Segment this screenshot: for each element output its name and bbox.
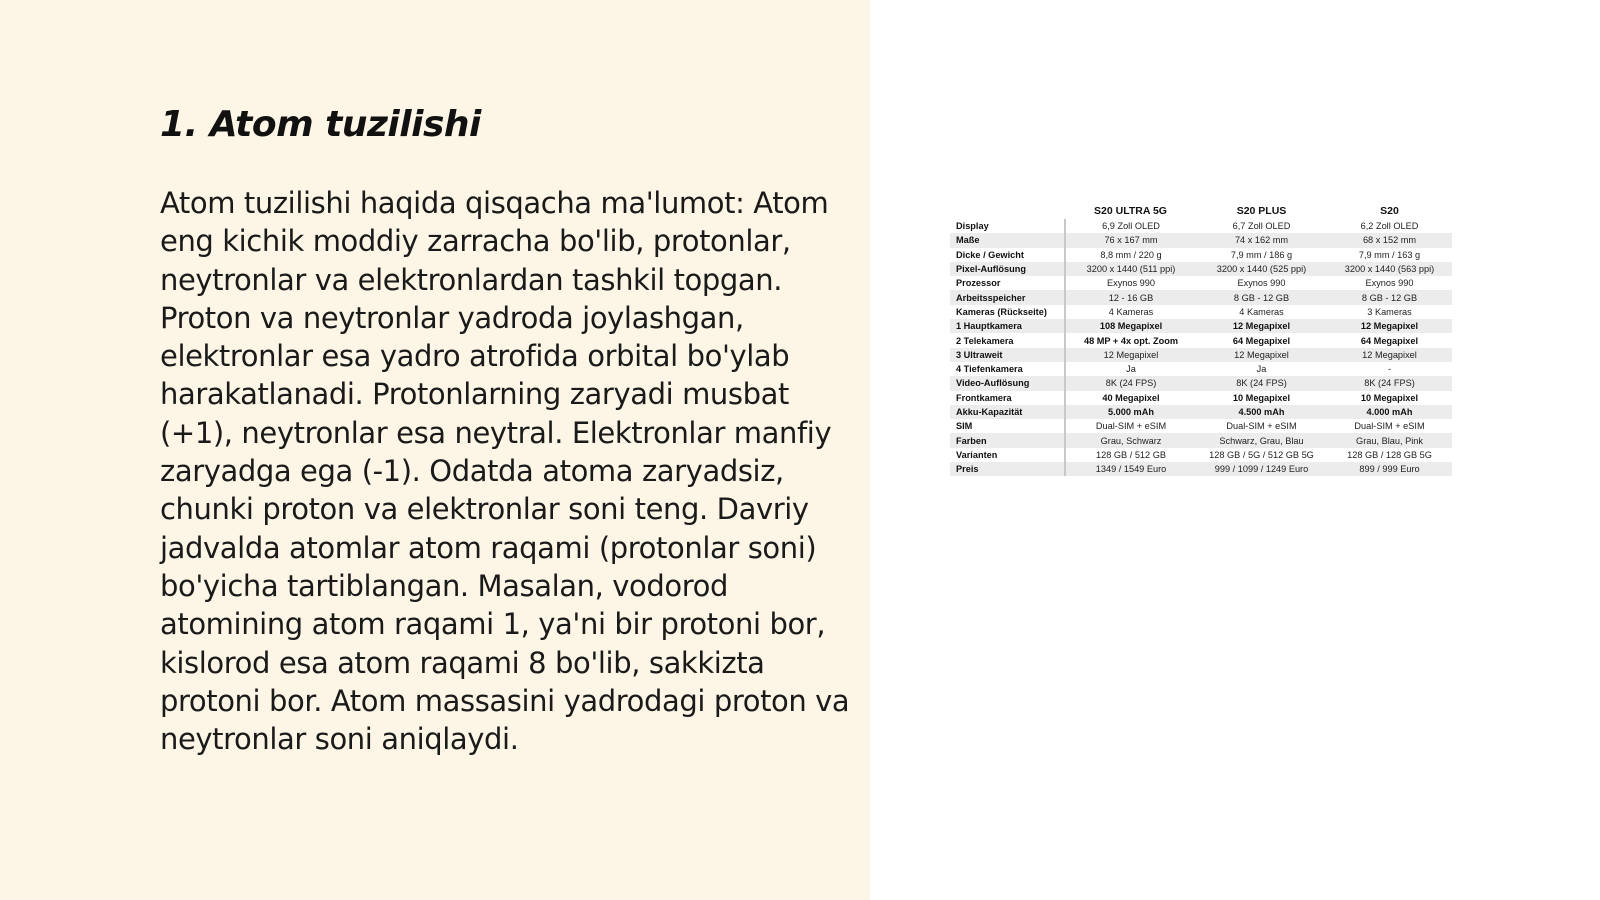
table-row-label: Pixel-Auflösung [950, 262, 1065, 276]
table-header-cell: S20 ULTRA 5G [1094, 204, 1167, 217]
table-cell: 5.000 mAh [1065, 405, 1196, 419]
table-cell: 108 Megapixel [1065, 319, 1196, 333]
spec-comparison-table [950, 202, 1452, 476]
table-row [950, 290, 1452, 304]
table-cell: 8 GB - 12 GB [1196, 290, 1327, 304]
table-row-label: Kameras (Rückseite) [950, 305, 1065, 319]
table-row [950, 348, 1452, 362]
table-row-label: Dicke / Gewicht [950, 248, 1065, 262]
table-cell: 48 MP + 4x opt. Zoom [1083, 335, 1179, 346]
table-row [950, 362, 1452, 376]
table-row [950, 419, 1452, 433]
table-row-label: Display [950, 219, 1065, 233]
table-cell: 8 GB - 12 GB [1327, 290, 1452, 304]
table-row [950, 448, 1452, 462]
table-cell: 8,8 mm / 220 g [1100, 249, 1162, 260]
table-row-label: 3 Ultraweit [950, 348, 1065, 362]
table-cell: 3200 x 1440 (525 ppi) [1196, 262, 1327, 276]
table-cell: 10 Megapixel [1360, 392, 1419, 403]
table-cell: Ja [1256, 364, 1267, 375]
table-row-label: Akku-Kapazität [950, 405, 1065, 419]
table-cell: 3 Kameras [1367, 306, 1412, 317]
table-row [950, 433, 1452, 447]
table-row [950, 305, 1452, 319]
table-cell: Schwarz, Grau, Blau [1196, 433, 1327, 447]
table-cell: - [1387, 364, 1392, 375]
table-cell: 8K (24 FPS) [1327, 376, 1452, 390]
slide-title: 1. Atom tuzilishi [160, 104, 481, 145]
table-row [950, 219, 1452, 233]
table-cell: 64 Megapixel [1360, 335, 1419, 346]
table-cell: 6,2 Zoll OLED [1360, 221, 1419, 232]
table-row-label: 1 Hauptkamera [950, 319, 1065, 333]
table-cell: 12 Megapixel [1065, 348, 1196, 362]
table-cell: 899 / 999 Euro [1327, 462, 1452, 476]
table-cell: Exynos 990 [1106, 278, 1155, 289]
table-cell: 40 Megapixel [1102, 392, 1160, 403]
table-row-label: Prozessor [950, 276, 1065, 290]
table-cell: 4.500 mAh [1196, 405, 1327, 419]
table-row [950, 333, 1452, 347]
table-cell: 76 x 167 mm [1065, 233, 1196, 247]
table-cell: 4.000 mAh [1327, 405, 1452, 419]
table-cell: 3200 x 1440 (563 ppi) [1327, 262, 1452, 276]
table-cell: 8K (24 FPS) [1065, 376, 1196, 390]
table-row [950, 405, 1452, 419]
table-cell: 128 GB / 5G / 512 GB 5G [1209, 449, 1314, 460]
table-row [950, 391, 1452, 405]
table-cell: Grau, Blau, Pink [1327, 433, 1452, 447]
table-cell: 12 Megapixel [1327, 348, 1452, 362]
table-header-cell [950, 202, 1065, 219]
table-row [950, 233, 1452, 247]
table-cell: 4 Kameras [1239, 306, 1284, 317]
table-header-row [950, 202, 1452, 219]
table-row [950, 462, 1452, 476]
table-cell: 128 GB / 512 GB [1096, 449, 1166, 460]
table-cell: 6,9 Zoll OLED [1102, 221, 1160, 232]
table-cell: 12 - 16 GB [1065, 290, 1196, 304]
table-cell: Exynos 990 [1237, 278, 1286, 289]
table-cell: 999 / 1099 / 1249 Euro [1196, 462, 1327, 476]
table-row-label: Maße [950, 233, 1065, 247]
table-row [950, 276, 1452, 290]
table-cell: Ja [1126, 364, 1136, 375]
table-row [950, 319, 1452, 333]
table-row-label: Arbeitsspeicher [950, 290, 1065, 304]
table-cell: Dual-SIM + eSIM [1354, 421, 1425, 432]
table-row-label: Frontkamera [950, 391, 1065, 405]
table-cell: 4 Kameras [1108, 306, 1154, 317]
table-cell: 7,9 mm / 186 g [1230, 249, 1293, 260]
table-row-label: Farben [950, 433, 1065, 447]
table-cell: 10 Megapixel [1232, 392, 1291, 403]
table-cell: Exynos 990 [1365, 278, 1414, 289]
table-row-label: SIM [950, 419, 1065, 433]
spec-comparison-image [950, 202, 1452, 482]
table-cell: Dual-SIM + eSIM [1226, 421, 1297, 432]
table-cell: 12 Megapixel [1196, 319, 1327, 333]
table-cell: 6,7 Zoll OLED [1232, 221, 1291, 232]
table-cell: 74 x 162 mm [1196, 233, 1327, 247]
table-body [950, 219, 1452, 476]
table-cell: 8K (24 FPS) [1196, 376, 1327, 390]
table-row-label: 4 Tiefenkamera [950, 362, 1065, 376]
table-cell: 7,9 mm / 163 g [1358, 249, 1421, 260]
table-row [950, 262, 1452, 276]
table-row [950, 376, 1452, 390]
slide-body-text: Atom tuzilishi haqida qisqacha ma'lumot: Atom eng kichik moddiy zarracha bo'lib, protonlar, neytronlar va elektronlardan tashkil topgan. Proton va neytronlar yadroda joylashgan, elektronlar esa yadro atrofida orbital bo'ylab harakatlanadi. Protonlarning zaryadi musbat (+1), neytronlar esa neytral. Elektronlar manfiy zaryadga ega (-1). Odatda atoma zaryadsiz, chunki proton va elektronlar soni teng. Davriy jadvalda atomlar atom raqami (protonlar soni) bo'yicha tartiblangan. Masalan, vodorod atomining atom raqami 1, ya'ni bir protoni bor, kislorod esa atom raqami 8 bo'lib, sakkizta protoni bor. Atom massasini yadrodagi proton va neytronlar soni aniqlaydi. [160, 186, 850, 757]
table-cell: 64 Megapixel [1232, 335, 1291, 346]
table-row [950, 248, 1452, 262]
table-cell: 12 Megapixel [1327, 319, 1452, 333]
table-row-label: Video-Auflösung [950, 376, 1065, 390]
table-row-label: Preis [950, 462, 1065, 476]
table-header-cell: S20 PLUS [1236, 204, 1287, 217]
table-cell: 3200 x 1440 (511 ppi) [1065, 262, 1196, 276]
table-cell: Grau, Schwarz [1065, 433, 1196, 447]
table-cell: 12 Megapixel [1196, 348, 1327, 362]
table-cell: Dual-SIM + eSIM [1095, 421, 1167, 432]
table-row-label: 2 Telekamera [950, 333, 1065, 347]
table-cell: 1349 / 1549 Euro [1065, 462, 1196, 476]
table-row-label: Varianten [950, 448, 1065, 462]
table-cell: 68 x 152 mm [1327, 233, 1452, 247]
table-cell: 128 GB / 128 GB 5G [1347, 449, 1432, 460]
table-header-cell: S20 [1380, 204, 1399, 217]
